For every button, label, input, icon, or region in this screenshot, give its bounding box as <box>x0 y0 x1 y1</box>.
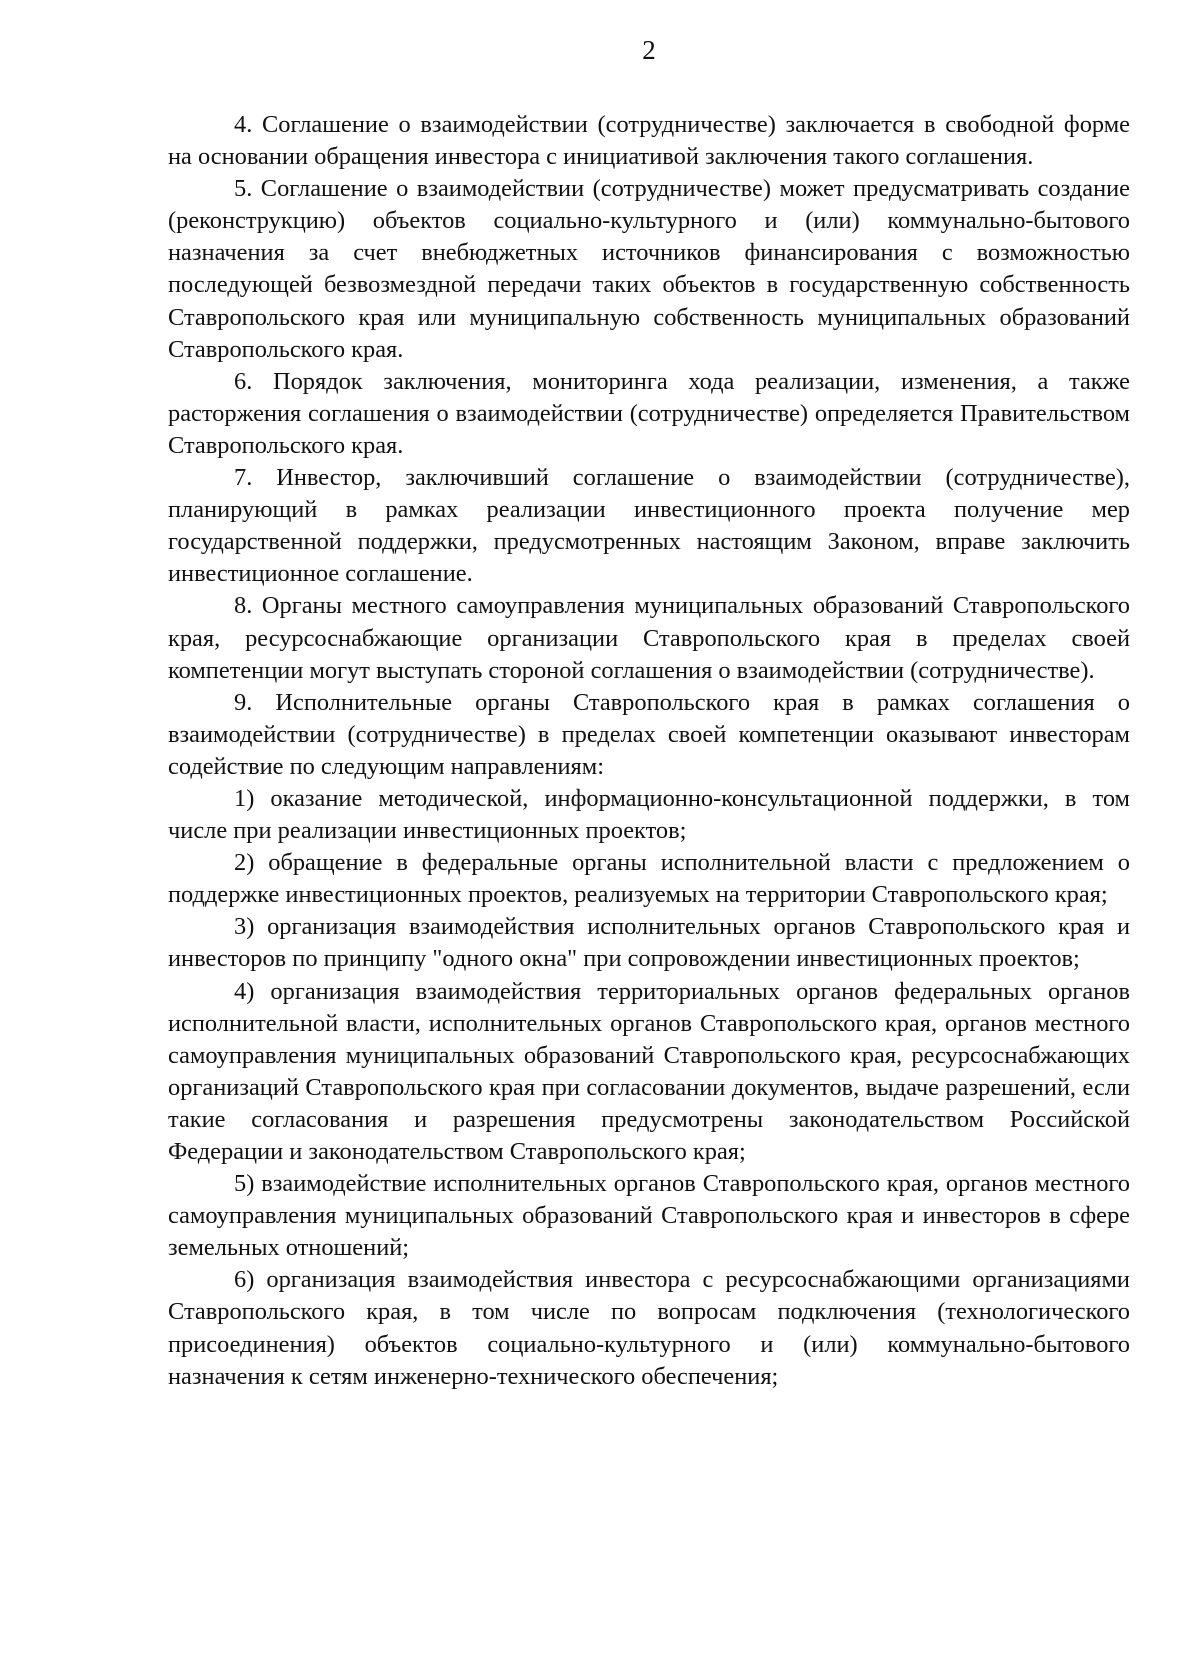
list-item-2: 2) обращение в федеральные органы исполнительной власти с предложением о поддержке инвестиционных проектов, реализуемых на территории Ставропольского края; <box>168 849 1130 909</box>
list-item-6: 6) организация взаимодействия инвестора с ресурсоснабжающими организациями Ставропольского края, в том числе по вопросам подключения (технологического присоединения) объектов социально-культурного и (или) коммунально-бытового назначения к сетям инженерно-технического обеспечения; <box>168 1266 1130 1390</box>
paragraph-5: 5. Соглашение о взаимодействии (сотрудничестве) может предусматривать создание (реконструкцию) объектов социально-культурного и (или) коммунально-бытового назначения за счет внебюджетных источников финансирования с возможностью последующей безвозмездной передачи таких объектов в государственную собственность Ставропольского края или муниципальную собственность муниципальных образований Ставропольского края. <box>168 175 1130 363</box>
paragraph-7: 7. Инвестор, заключивший соглашение о взаимодействии (сотрудничестве), планирующий в рамках реализации инвестиционного проекта получение мер государственной поддержки, предусмотренных настоящим Законом, вправе заключить инвестиционное соглашение. <box>168 464 1130 588</box>
document-page <box>168 0 1130 1677</box>
list-item-4: 4) организация взаимодействия территориальных органов федеральных органов исполнительной власти, исполнительных органов Ставропольского края, органов местного самоуправления муниципальных образований Ставропольского края, ресурсоснабжающих организаций Ставропольского края при согласовании документов, выдаче разрешений, если такие согласования и разрешения предусмотрены законодательством Российской Федерации и законодательством Ставропольского края; <box>168 977 1130 1165</box>
page-number: 2 <box>642 35 656 65</box>
paragraph-9: 9. Исполнительные органы Ставропольского края в рамках соглашения о взаимодействии (сотрудничестве) в пределах своей компетенции оказывают инвесторам содействие по следующим направлениям: <box>168 688 1130 780</box>
list-item-3: 3) организация взаимодействия исполнительных органов Ставропольского края и инвесторов по принципу "одного окна" при сопровождении инвестиционных проектов; <box>168 913 1130 973</box>
paragraph-4: 4. Соглашение о взаимодействии (сотрудничестве) заключается в свободной форме на основании обращения инвестора с инициативой заключения такого соглашения. <box>168 111 1130 171</box>
paragraph-6: 6. Порядок заключения, мониторинга хода реализации, изменения, а также расторжения соглашения о взаимодействии (сотрудничестве) определяется Правительством Ставропольского края. <box>168 367 1130 459</box>
list-item-5: 5) взаимодействие исполнительных органов Ставропольского края, органов местного самоуправления муниципальных образований Ставропольского края и инвесторов в сфере земельных отношений; <box>168 1170 1130 1262</box>
list-item-1: 1) оказание методической, информационно-консультационной поддержки, в том числе при реализации инвестиционных проектов; <box>168 784 1130 845</box>
document-body <box>168 109 1130 1393</box>
paragraph-8: 8. Органы местного самоуправления муниципальных образований Ставропольского края, ресурсоснабжающие организации Ставропольского края в пределах своей компетенции могут выступать стороной соглашения о взаимодействии (сотрудничестве). <box>168 592 1130 684</box>
